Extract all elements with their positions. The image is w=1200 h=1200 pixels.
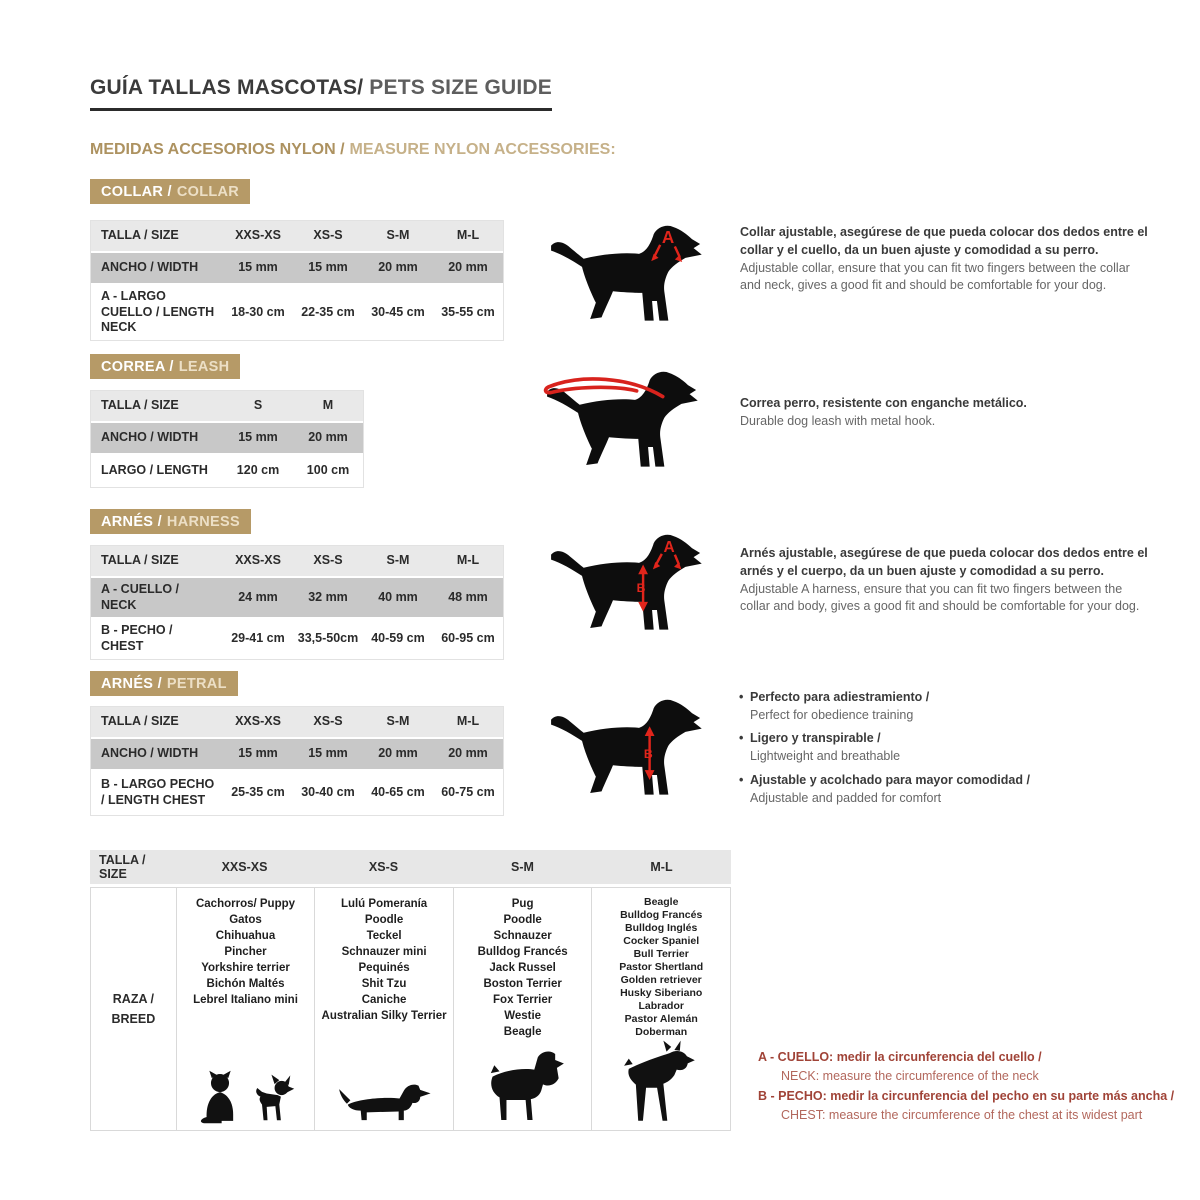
dog-harness-measure-icon (540, 527, 712, 641)
row-label-cell: B - PECHO / CHEST (101, 623, 173, 653)
petral-section-badge (90, 671, 238, 696)
feature-en: Lightweight and breathable (750, 749, 901, 764)
value-cell: 20 mm (308, 430, 348, 445)
row-label-cell: A - LARGO CUELLO / LENGTH NECK (101, 289, 215, 335)
value-cell: 60-95 cm (441, 631, 495, 646)
table-header-cell: M-L (456, 714, 480, 729)
feature-es: • Ajustable y acolchado para mayor comodidad / (738, 771, 1158, 789)
value-cell: 20 mm (378, 260, 418, 275)
harness-badge-es: ARNÉS / (101, 514, 162, 530)
collar-badge-es: COLLAR / (101, 184, 172, 200)
breed-animal-figures (177, 1067, 315, 1130)
cat-silhouette-icon (197, 1067, 243, 1127)
harness-description (740, 545, 1148, 616)
page-title-en: PETS SIZE GUIDE (369, 76, 552, 99)
table-header-cell: M-L (456, 228, 480, 243)
harness-chest-row (91, 619, 503, 658)
breed-list: Pug Poodle Schnauzer Bulldog Francés Jack Russel Boston Terrier Fox Terrier Westie Beagle (477, 898, 568, 1038)
leash-length-row (91, 455, 363, 487)
harness-table-header-row (91, 546, 503, 578)
table-header-cell: TALLA / SIZE (101, 553, 179, 568)
value-cell: 35-55 cm (441, 304, 495, 319)
petral-badge-en: PETRAL (166, 676, 227, 692)
doberman-silhouette-icon (617, 1039, 705, 1127)
table-header-cell: XS-S (368, 860, 399, 874)
breed-list: Beagle Bulldog Francés Bulldog Inglés Cocker Spaniel Bull Terrier Pastor Shertland Golden retriever Husky Siberiano Labrador Pastor Alemán Doberman (619, 896, 704, 1038)
table-header-cell: S (253, 398, 263, 413)
row-label-cell: B - LARGO PECHO / LENGTH CHEST (101, 777, 215, 807)
feature-item (738, 688, 1158, 724)
note-neck-es: A - CUELLO: medir la circunferencia del cuello / (758, 1050, 1042, 1064)
page-subtitle-es: MEDIDAS ACCESORIOS NYLON / (90, 141, 345, 158)
value-cell: 60-75 cm (441, 785, 495, 800)
table-header-cell: S-M (511, 860, 534, 874)
collar-description (740, 224, 1148, 295)
harness-size-table (90, 545, 504, 660)
table-header-cell: XXS-XS (235, 228, 281, 243)
feature-es: • Perfecto para adiestramiento / (738, 688, 1158, 706)
row-label-cell: ANCHO / WIDTH (101, 430, 199, 445)
breed-table-body (90, 887, 731, 1131)
table-header-cell: XS-S (313, 228, 343, 243)
measuring-notes (758, 1048, 1188, 1126)
breed-row-label-cell (91, 888, 176, 1130)
value-cell: 120 cm (236, 463, 280, 478)
table-header-cell: TALLA / SIZE (99, 853, 146, 881)
harness-description-en: Adjustable A harness, ensure that you can fit two fingers between the collar and body, gives a good fit and should be comfortable for your dog. (740, 581, 1140, 614)
value-cell: 24 mm (238, 589, 278, 604)
page-subtitle (90, 141, 616, 159)
petral-width-row (91, 739, 503, 771)
harness-neck-row (91, 578, 503, 619)
page-title (90, 76, 552, 111)
feature-en: Perfect for obedience training (750, 708, 914, 723)
value-cell: 15 mm (308, 746, 348, 761)
dachshund-silhouette-icon (334, 1077, 434, 1127)
petral-table-header-row (91, 707, 503, 739)
collar-description-en: Adjustable collar, ensure that you can fit two fingers between the collar and neck, gives a good fit and should be comfortable for your dog. (740, 260, 1130, 293)
breed-list: Lulú Pomeranía Poodle Teckel Schnauzer mini Pequinés Shit Tzu Caniche Australian Silky Terrier (321, 898, 447, 1022)
schnauzer-silhouette-icon (480, 1047, 566, 1127)
table-header-cell: M-L (650, 860, 673, 874)
table-header-cell: XXS-XS (221, 860, 268, 874)
dog-collar-measure-icon (540, 218, 712, 332)
breed-row-label: RAZA / BREED (111, 992, 156, 1026)
breed-column-xxs-xs (176, 888, 315, 1130)
value-cell: 15 mm (238, 430, 278, 445)
value-cell: 15 mm (238, 746, 278, 761)
breed-column-xs-s (314, 888, 453, 1130)
leash-badge-en: LEASH (178, 359, 230, 375)
row-label-cell: ANCHO / WIDTH (101, 746, 199, 761)
harness-badge-en: HARNESS (166, 514, 240, 530)
value-cell: 40-65 cm (371, 785, 425, 800)
table-header-cell: TALLA / SIZE (101, 398, 179, 413)
feature-item (738, 771, 1158, 807)
page-subtitle-en: MEASURE NYLON ACCESSORIES: (349, 141, 616, 158)
value-cell: 40 mm (378, 589, 418, 604)
harness-description-es: Arnés ajustable, asegúrese de que pueda colocar dos dedos entre el arnés y el cuerpo, da un buen ajuste y comodidad a su perro. (740, 546, 1148, 578)
leash-table-header-row (91, 391, 363, 423)
table-header-cell: TALLA / SIZE (101, 714, 179, 729)
petral-size-table (90, 706, 504, 816)
value-cell: 25-35 cm (231, 785, 285, 800)
value-cell: 20 mm (448, 746, 488, 761)
table-header-cell: S-M (386, 228, 410, 243)
chihuahua-silhouette-icon (251, 1071, 295, 1127)
feature-item (738, 729, 1158, 765)
table-header-cell: XXS-XS (235, 714, 281, 729)
collar-table-header-row (91, 221, 503, 253)
leash-width-row (91, 423, 363, 455)
feature-es: • Ligero y transpirable / (738, 729, 1158, 747)
collar-description-es: Collar ajustable, asegúrese de que pueda colocar dos dedos entre el collar y el cuello, da un buen ajuste y comodidad a su perro. (740, 225, 1148, 257)
table-header-cell: XS-S (313, 553, 343, 568)
breed-column-m-l (591, 888, 730, 1130)
value-cell: 32 mm (308, 589, 348, 604)
value-cell: 18-30 cm (231, 304, 285, 319)
value-cell: 40-59 cm (371, 631, 425, 646)
leash-size-table (90, 390, 364, 488)
svg-text:A: A (663, 539, 675, 557)
leash-description-es: Correa perro, resistente con enganche metálico. (740, 396, 1027, 410)
svg-text:B: B (643, 746, 653, 761)
row-label-cell: A - CUELLO / NECK (101, 582, 180, 612)
breed-animal-figures (454, 1047, 592, 1130)
value-cell: 30-40 cm (301, 785, 355, 800)
svg-text:A: A (661, 228, 675, 248)
collar-size-table (90, 220, 504, 341)
breed-list: Cachorros/ Puppy Gatos Chihuahua Pincher Yorkshire terrier Bichón Maltés Lebrel Italiano mini (193, 898, 298, 1006)
value-cell: 15 mm (308, 260, 348, 275)
note-neck-en: NECK: measure the circumference of the neck (781, 1069, 1039, 1084)
page-title-es: GUÍA TALLAS MASCOTAS/ (90, 76, 364, 99)
collar-neck-length-row (91, 285, 503, 340)
dog-leash-icon (536, 364, 708, 478)
collar-width-row (91, 253, 503, 285)
leash-section-badge (90, 354, 240, 379)
value-cell: 20 mm (448, 260, 488, 275)
note-chest-es: B - PECHO: medir la circunferencia del pecho en su parte más ancha / (758, 1088, 1175, 1103)
breed-animal-figures (315, 1077, 453, 1130)
value-cell: 48 mm (448, 589, 488, 604)
table-header-cell: S-M (386, 553, 410, 568)
feature-en: Adjustable and padded for comfort (750, 790, 942, 805)
petral-feature-list (738, 688, 1158, 812)
table-header-cell: M (322, 398, 334, 413)
breed-table (90, 850, 731, 1131)
petral-chest-length-row (91, 771, 503, 815)
table-header-cell: TALLA / SIZE (101, 228, 179, 243)
harness-section-badge (90, 509, 251, 534)
collar-section-badge (90, 179, 250, 204)
note-chest-en: CHEST: measure the circumference of the chest at its widest part (781, 1108, 1143, 1123)
row-label-cell: ANCHO / WIDTH (101, 260, 199, 275)
table-header-cell: XS-S (313, 714, 343, 729)
table-header-cell: XXS-XS (235, 553, 281, 568)
table-header-cell: M-L (456, 553, 480, 568)
collar-badge-en: COLLAR (176, 184, 240, 200)
value-cell: 20 mm (378, 746, 418, 761)
petral-badge-es: ARNÉS / (101, 676, 162, 692)
breed-column-s-m (453, 888, 592, 1130)
value-cell: 29-41 cm (231, 631, 285, 646)
row-label-cell: LARGO / LENGTH (101, 463, 208, 478)
leash-description (740, 395, 1148, 431)
value-cell: 22-35 cm (301, 304, 355, 319)
value-cell: 33,5-50cm (297, 631, 359, 646)
value-cell: 15 mm (238, 260, 278, 275)
breed-table-header-row (90, 850, 731, 884)
leash-description-en: Durable dog leash with metal hook. (740, 413, 936, 428)
table-header-cell: S-M (386, 714, 410, 729)
dog-petral-measure-icon (540, 692, 712, 806)
leash-badge-es: CORREA / (101, 359, 174, 375)
value-cell: 30-45 cm (371, 304, 425, 319)
value-cell: 100 cm (306, 463, 350, 478)
svg-text:B: B (636, 581, 646, 596)
breed-animal-figures (592, 1039, 730, 1130)
